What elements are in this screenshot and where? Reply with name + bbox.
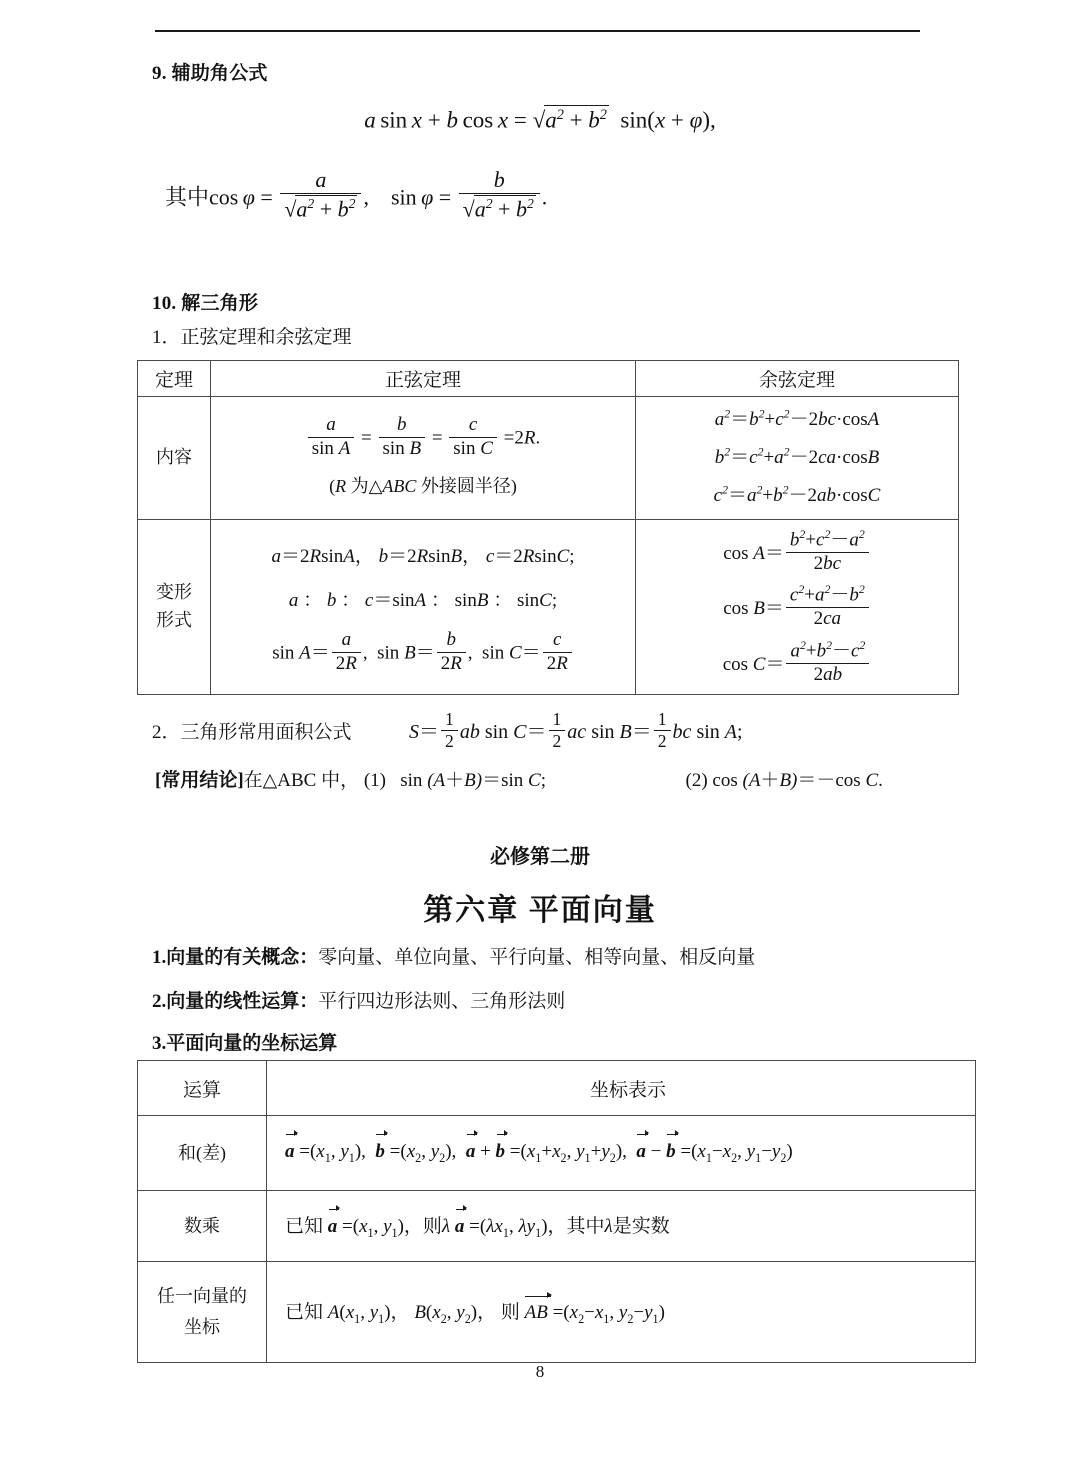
table1-row1-label-line2: 形式 xyxy=(156,610,192,631)
where-label: 其中 xyxy=(165,184,210,210)
table2-header-row xyxy=(138,1061,976,1116)
concept-item-3 xyxy=(152,1028,337,1055)
table-row-transform xyxy=(138,520,959,695)
table2-row2-label-line1: 任一向量的 xyxy=(157,1286,247,1307)
table2-header-1: 坐标表示 xyxy=(267,1061,976,1116)
book-name: 必修第二册 xyxy=(490,846,590,868)
table2-row1-label: 数乘 xyxy=(138,1191,267,1262)
area-formula: S＝ $\frac{1}{2}$ ab sin C＝ $\frac{1}{2}$ ac sin B＝ $\frac{1}{2}$ bc sin A; xyxy=(409,709,743,751)
table2-row-any-vector xyxy=(138,1262,976,1363)
section-10-subtitle-1: 1．正弦定理和余弦定理 xyxy=(152,327,352,348)
conclusion-item2: cos (A＋B)＝－cos C. xyxy=(712,770,883,791)
table2-row0-label: 和(差) xyxy=(138,1116,267,1191)
concept-item-2-body: 平行四边形法则、三角形法则 xyxy=(318,991,566,1012)
table1-row1-sine: a＝2RsinA， b＝2RsinB， c＝2RsinC; a ： b ： c＝sinA ： sinB ： sinC; sin A＝ $\frac{a}{2R}$ , sin B＝ $\frac{b}{2R}$ , sin C＝ $\frac{c}{2R}$ xyxy=(211,520,636,695)
conclusion-item2-number: (2) xyxy=(685,770,708,791)
section-10-title: 10. 解三角形 xyxy=(152,293,259,314)
conclusion-lead: 在△ABC 中， xyxy=(243,770,360,791)
table-row-content xyxy=(138,397,959,520)
concept-item-2-lead: 2.向量的线性运算： xyxy=(152,991,319,1012)
conclusion-tag: [常用结论] xyxy=(155,770,244,791)
table1-header-1: 正弦定理 xyxy=(211,361,636,397)
table2-row2-label xyxy=(138,1262,267,1363)
concept-item-1-lead: 1.向量的有关概念： xyxy=(152,947,319,968)
concept-item-3-lead: 3.平面向量的坐标运算 xyxy=(152,1033,338,1054)
concept-item-1-body: 零向量、单位向量、平行向量、相等向量、相反向量 xyxy=(318,947,756,968)
table1-row0-cosine: $a^2=b^2+c^2-2bc\cdot\cos A$ $b^2=c^2+a^2-2ca\cdot\cos B$ $c^2=a^2+b^2-2ab\cdot\cos C$ xyxy=(636,397,959,520)
section-10-subtitle-2 xyxy=(152,710,743,751)
table1-row1-cosine: cos A＝ $\frac{b^2+c^2-a^2}{2bc}$ cos B＝ $\frac{c^2+a^2-b^2}{2ca}$ cos C＝ $\frac{a^2+b^2-c^2}{2ab}$ xyxy=(636,520,959,695)
table2-row-sum xyxy=(138,1116,976,1191)
page-number: 8 xyxy=(535,1362,545,1381)
concept-item-2 xyxy=(152,986,565,1013)
table1-row1-label-line1: 变形 xyxy=(156,582,192,603)
header-rule xyxy=(155,30,920,32)
table1-header-0: 定理 xyxy=(138,361,211,397)
table1-header-2: 余弦定理 xyxy=(636,361,959,397)
table2-row-scalar xyxy=(138,1191,976,1262)
table2-header-0: 运算 xyxy=(138,1061,267,1116)
table2-row2-label-line2: 坐标 xyxy=(184,1317,220,1337)
section-9-where-clause: 其中cos φ = $\frac{a}{√a^2 + b^2}$ , sin φ = $\frac{b}{√a^2 + b^2}$ . xyxy=(165,167,548,222)
table2-row2-content: 已知 $A(x_1$, $y_1$)， $B(x_2$, $y_2$)， 则 AB $=(x_2-x_1$, $y_2-y_1$) xyxy=(267,1262,976,1363)
common-conclusion-line xyxy=(155,765,883,792)
vector-coordinate-table xyxy=(137,1060,976,1363)
table2-row0-content: $a =(x_1$, $y_1$), $b =(x_2$, $y_2$), $a + b =(x_1+x_2$, $y_1+y_2$), $a - b =(x_1-x_2$, $y_1-y_2$) xyxy=(267,1116,976,1191)
table1-row1-label xyxy=(138,520,211,695)
area-formula-label: 2．三角形常用面积公式 xyxy=(152,721,352,743)
sine-cosine-law-table xyxy=(137,360,959,695)
conclusion-item1-number: (1) xyxy=(363,770,386,791)
table1-row0-sine-note: (R 为△ABC 外接圆半径) xyxy=(329,476,517,497)
table1-row0-label: 内容 xyxy=(138,397,211,520)
table1-row0-sine: $\frac{a}{\text{sin A}}$ = $\frac{b}{\text{sin B}}$ = $\frac{c}{\text{sin C}}$ =2R. (R 为△ABC 外接圆半径) xyxy=(211,397,636,520)
section-9-title: 9. 辅助角公式 xyxy=(152,63,268,84)
concept-item-1 xyxy=(152,942,755,969)
table-header-row xyxy=(138,361,959,397)
table2-row1-content: 已知 $a =(x_1$, $y_1$)，则λ $a =(\lambda x_1$, $\lambda y_1$)，其中λ是实数 xyxy=(267,1191,976,1262)
conclusion-item1: sin (A＋B)＝sin C; xyxy=(400,770,546,791)
section-9-formula: a sin x + b $\cos x = √a^2 + b^2$ sin(x + φ), xyxy=(364,107,716,133)
chapter-title: 第六章 平面向量 xyxy=(423,894,657,927)
